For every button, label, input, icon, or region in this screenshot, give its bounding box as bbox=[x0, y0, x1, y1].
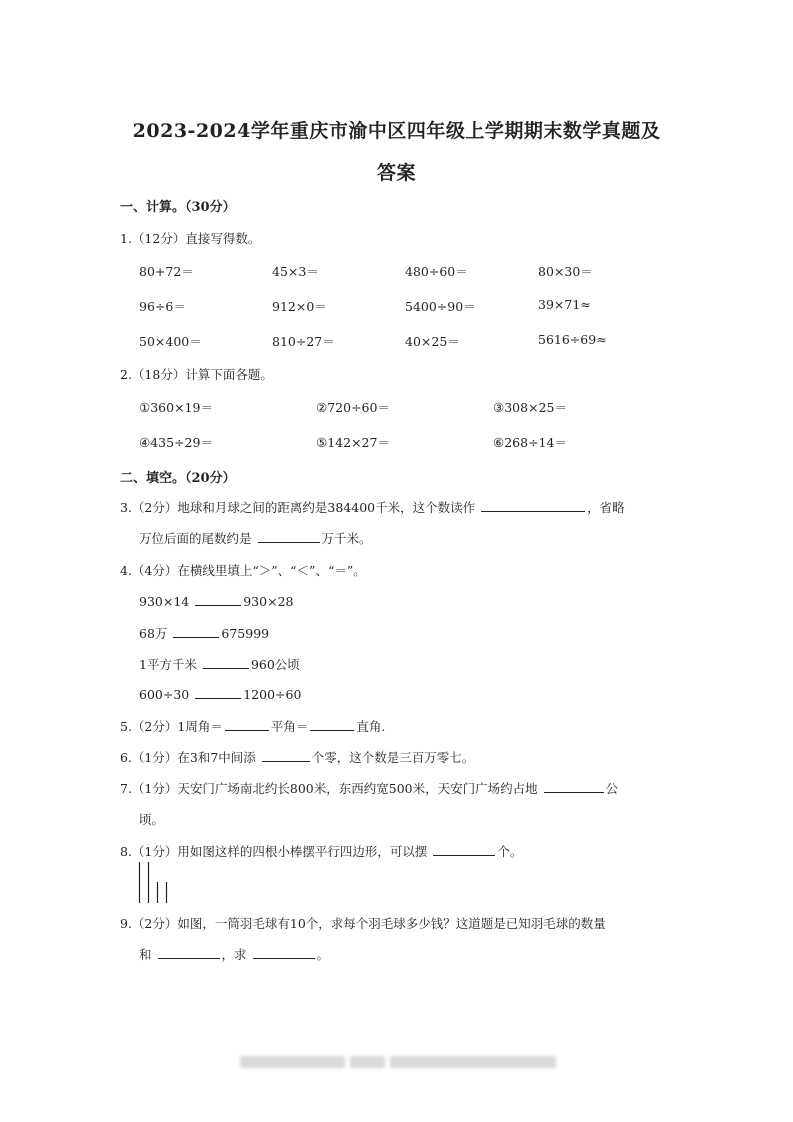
answer-blank[interactable] bbox=[433, 843, 495, 856]
question-3-line-1 bbox=[120, 498, 625, 516]
q4-comparison bbox=[139, 624, 269, 642]
q2-item: ③308×25＝ bbox=[493, 400, 567, 415]
section-heading-fill-in: 二、填空。（20分） bbox=[120, 471, 236, 486]
answer-blank[interactable] bbox=[310, 718, 354, 731]
q1-item: 39×71≈ bbox=[538, 297, 591, 312]
q1-item: 40×25＝ bbox=[405, 334, 460, 349]
q5-text: 平角＝ bbox=[270, 719, 309, 734]
q3-text: 万千米。 bbox=[321, 531, 372, 546]
q4-comparison bbox=[139, 655, 300, 673]
answer-blank[interactable] bbox=[544, 780, 604, 793]
q2-item: ④435÷29＝ bbox=[139, 435, 213, 450]
q1-item: 45×3＝ bbox=[272, 264, 319, 279]
q1-item: 96÷6＝ bbox=[139, 299, 186, 314]
q4-right: 1200÷60 bbox=[243, 687, 302, 702]
q1-item: 80×30＝ bbox=[538, 264, 593, 279]
q2-item: ⑥268÷14＝ bbox=[493, 435, 567, 450]
answer-blank[interactable] bbox=[481, 499, 585, 512]
question-7-line-1 bbox=[120, 779, 618, 797]
q9-text: 。 bbox=[316, 947, 330, 962]
question-9-line-1: 9.（2分）如图，一筒羽毛球有10个，求每个羽毛球多少钱？这道题是已知羽毛球的数量 bbox=[120, 916, 606, 931]
q9-text: 和 bbox=[139, 947, 152, 962]
q7-text: 公 bbox=[605, 781, 619, 796]
q9-text: ，求 bbox=[221, 947, 247, 962]
question-4-stem: 4.（4分）在横线里填上“＞”、“＜”、“＝”。 bbox=[120, 563, 366, 578]
q1-item: 80+72＝ bbox=[139, 264, 194, 279]
page-title-continued: 答案 bbox=[376, 162, 416, 184]
page-title: 2023-2024学年重庆市渝中区四年级上学期期末数学真题及 bbox=[132, 120, 661, 142]
q7-text: 7.（1分）天安门广场南北约长800米，东西约宽500米，天安门广场约占地 bbox=[120, 781, 538, 796]
answer-blank[interactable] bbox=[253, 946, 315, 959]
q1-item: 912×0＝ bbox=[272, 299, 327, 314]
answer-blank[interactable] bbox=[262, 749, 310, 762]
blurred-text bbox=[350, 1056, 385, 1068]
q3-text: 3.（2分）地球和月球之间的距离约是384400千米，这个数读作 bbox=[120, 500, 476, 515]
answer-blank[interactable] bbox=[203, 656, 249, 669]
q5-text: 直角. bbox=[356, 719, 386, 734]
q4-right: 675999 bbox=[221, 626, 270, 641]
section-heading-calculation: 一、计算。（30分） bbox=[120, 200, 236, 215]
q2-item: ②720÷60＝ bbox=[316, 400, 390, 415]
answer-blank[interactable] bbox=[225, 718, 269, 731]
q4-left: 930×14 bbox=[139, 594, 190, 609]
q1-item: 810÷27＝ bbox=[272, 334, 335, 349]
q2-item: ①360×19＝ bbox=[139, 400, 213, 415]
q4-comparison bbox=[139, 686, 301, 702]
q4-left: 600÷30 bbox=[139, 687, 190, 702]
q3-text: 万位后面的尾数约是 bbox=[139, 531, 252, 546]
q6-text: 个零，这个数是三百万零七。 bbox=[311, 750, 475, 765]
question-3-line-2 bbox=[139, 529, 372, 547]
answer-blank[interactable] bbox=[258, 530, 320, 543]
blurred-text bbox=[240, 1056, 345, 1068]
blurred-footer-watermark bbox=[240, 1056, 556, 1070]
question-9-line-2 bbox=[139, 945, 329, 963]
q3-text: ，省略 bbox=[587, 500, 625, 515]
answer-blank[interactable] bbox=[158, 946, 220, 959]
four-sticks-figure bbox=[138, 862, 178, 904]
q4-comparison bbox=[139, 593, 293, 609]
q5-text: 5.（2分）1周角＝ bbox=[120, 719, 223, 734]
question-7-line-2: 顷。 bbox=[139, 812, 165, 827]
answer-blank[interactable] bbox=[195, 593, 241, 606]
q4-right: 960公顷 bbox=[250, 657, 300, 672]
q4-left: 68万 bbox=[139, 626, 168, 641]
q8-text: 8.（1分）用如图这样的四根小棒摆平行四边形，可以摆 bbox=[120, 844, 428, 859]
answer-blank[interactable] bbox=[173, 625, 219, 638]
q1-item: 5616÷69≈ bbox=[538, 332, 607, 347]
q1-item: 480÷60＝ bbox=[405, 264, 468, 279]
question-1-stem: 1.（12分）直接写得数。 bbox=[120, 231, 261, 246]
q4-left: 1平方千米 bbox=[139, 657, 197, 672]
q2-item: ⑤142×27＝ bbox=[316, 435, 390, 450]
q6-text: 6.（1分）在3和7中间添 bbox=[120, 750, 256, 765]
question-8 bbox=[120, 842, 522, 860]
q1-item: 5400÷90＝ bbox=[405, 299, 476, 314]
q1-item: 50×400＝ bbox=[139, 334, 202, 349]
q8-text: 个。 bbox=[497, 844, 523, 859]
q4-right: 930×28 bbox=[243, 594, 294, 609]
question-6 bbox=[120, 748, 474, 766]
question-2-stem: 2.（18分）计算下面各题。 bbox=[120, 367, 273, 382]
answer-blank[interactable] bbox=[195, 686, 241, 699]
blurred-text bbox=[390, 1056, 556, 1068]
question-5 bbox=[120, 717, 385, 735]
